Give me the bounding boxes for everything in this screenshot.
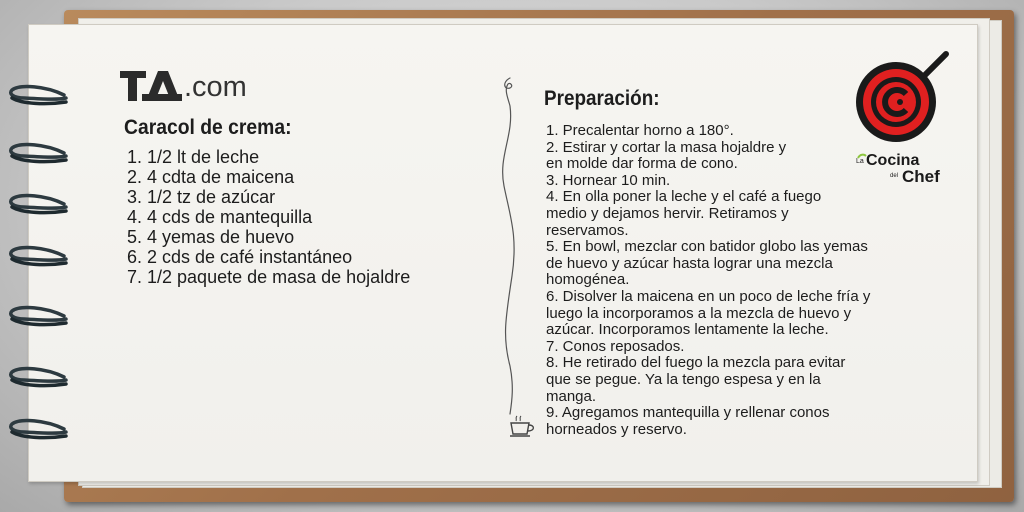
spiral-binding-ring-icon (6, 142, 70, 164)
step-line: 1. Precalentar horno a 180°. (546, 122, 734, 139)
step-line: horneados y reservo. (546, 420, 687, 438)
step-line: 6. Disolver la maicena en un poco de leche fría y (546, 287, 871, 305)
step-line: 9. Agregamos mantequilla y rellenar conos (546, 404, 830, 422)
spiral-binding-ring-icon (6, 305, 70, 327)
ingredient-item: 5. 4 yemas de huevo (127, 227, 295, 247)
logo-word-chef: Chef (902, 167, 940, 186)
step-line: 3. Hornear 10 min. (546, 171, 671, 189)
ingredient-item: 1. 1/2 lt de leche (127, 147, 260, 167)
ingredient-item: 2. 4 cdta de maicena (127, 167, 295, 187)
la-cocina-del-chef-wordmark (856, 150, 956, 190)
ingredient-item: 3. 1/2 tz de azúcar (127, 187, 276, 207)
coffee-cup-icon (508, 414, 538, 438)
step-line: homogénea. (546, 271, 630, 289)
logo-word-del: del (890, 173, 899, 179)
step-line: azúcar. Incorporamos lentamente la leche. (546, 321, 829, 339)
ta-logo-mark (120, 68, 182, 102)
step-line: reservamos. (546, 221, 629, 239)
step-line: 4. En olla poner la leche y el café a fuego (546, 188, 822, 206)
step-line: en molde dar forma de cono. (546, 155, 738, 173)
step-line: medio y dejamos hervir. Retiramos y (546, 204, 789, 222)
step-line: de huevo y azúcar hasta lograr una mezcla (546, 254, 833, 272)
recipe-title: Caracol de crema: (124, 116, 292, 139)
logo-word-la: La (856, 158, 864, 165)
squiggle-divider (492, 76, 532, 416)
logo-word-cocina: Cocina (866, 152, 920, 169)
step-line: que se pegue. Ya la tengo espesa y en la (546, 370, 821, 388)
spiral-binding-ring-icon (6, 245, 70, 267)
step-line: 2. Estirar y cortar la masa hojaldre y (546, 138, 787, 156)
ingredient-item: 4. 4 cds de mantequilla (127, 207, 313, 227)
brand-logo (120, 66, 247, 102)
spiral-binding-ring-icon (6, 84, 70, 106)
ingredient-item: 7. 1/2 paquete de masa de hojaldre (127, 267, 411, 287)
step-line: 7. Conos reposados. (546, 337, 685, 355)
spiral-binding-ring-icon (6, 418, 70, 440)
spiral-binding-ring-icon (6, 193, 70, 215)
step-line: 8. He retirado del fuego la mezcla para evitar (546, 354, 846, 372)
preparation-title: Preparación: (544, 87, 660, 110)
spiral-binding-ring-icon (6, 366, 70, 388)
step-line: manga. (546, 387, 597, 405)
ingredient-item: 6. 2 cds de café instantáneo (127, 247, 353, 267)
step-line: 5. En bowl, mezclar con batidor globo las yemas (546, 238, 868, 256)
ingredient-list (127, 147, 410, 287)
brand-domain: .com (184, 71, 247, 103)
step-line: luego la incorporamos a la mezcla de huevo y (546, 304, 852, 322)
